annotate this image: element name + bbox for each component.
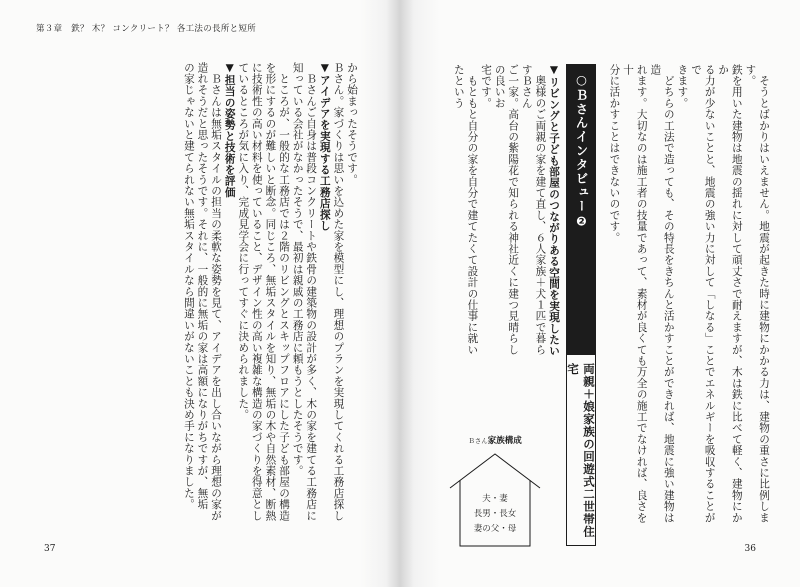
text-line: 知っている会社がなかったそうで、最初は親戚の工務店に頼もうとしたそうです。 bbox=[291, 62, 304, 477]
text-line: ところが、一般的な工務店では２階のリビングとスキップフロアにした子ども部屋の構造 bbox=[278, 62, 291, 522]
text-line: ▼担当の姿勢と技術を評価 bbox=[223, 62, 236, 198]
text-line: を形にするのが難しいと断念。同じころ、無垢スタイルを知り、無垢の木や自然素材、断熱 bbox=[264, 62, 277, 522]
text-line: そうとばかりはいえません。地震が起きた時に建物にかかる力は、建物の重さに比例します。 bbox=[744, 64, 770, 524]
text-line: Ｂさんご自身は普段コンクリートや鉄骨の建築物の設計が多く、木の家を建てる工務店に bbox=[305, 62, 318, 522]
text-line: れます。大切なのは施工者の技量であって、素材が良くても万全の施工でなければ、良さを十 bbox=[622, 64, 648, 524]
text-line: ているところが気に入り、完成見学会に行ってすぐに決められました。 bbox=[237, 62, 250, 421]
text-line: きます。 bbox=[676, 64, 689, 109]
text-line: 造れそうだと思ったそうです。それに、一般的に無垢の家は高額になりがちですが、無垢 bbox=[196, 62, 209, 510]
text-line: ▼アイデアを実現する工務店探し bbox=[318, 62, 331, 232]
family-member: 夫・妻 bbox=[482, 494, 508, 504]
running-head: 第３章 鉄？ 木？ コンクリート？ 各工法の長所と短所 bbox=[36, 24, 257, 34]
text-line: 奥様のご両親の家を建て直し、６人家族＋犬１匹で暮らすＢさん bbox=[520, 64, 547, 356]
text-line: ご一家。高台の紫陽花で知られる神社近くに建つ見晴らしの良いお bbox=[493, 64, 520, 356]
family-chart-title-main: 家族構成 bbox=[487, 436, 522, 446]
text-line: る力が少ないことと、地震の強い力に対して「しなる」ことでエネルギーを吸収することがで bbox=[690, 64, 716, 524]
family-chart-title bbox=[446, 434, 544, 446]
text-line: に技術性の高い材料を使っていること、デザイン性の高い複雑な構造の家づくりを得意とし bbox=[250, 62, 263, 522]
text-line: 分に活かすことはできないのです。 bbox=[608, 64, 621, 244]
interview-story-text bbox=[418, 64, 560, 364]
text-line: ▼リビングと子ども部屋のつながりある空間を実現したい bbox=[548, 64, 560, 357]
left-body-text bbox=[40, 62, 358, 532]
text-line: の家じゃないと建てられない無垢スタイルなら間違いがないことも決め手になりました。 bbox=[182, 62, 195, 510]
text-line: もともと自分の家を自分で建てたくて設計の仕事に就いたという bbox=[452, 64, 479, 356]
family-members bbox=[446, 492, 544, 537]
text-line: Ｂさんは無垢スタイルの担当の柔軟な姿勢を見て、アイデアを出し合いながら理想の家が bbox=[210, 62, 223, 522]
family-chart-title-prefix: Ｂさん bbox=[468, 437, 488, 445]
page-number-right: 36 bbox=[744, 544, 756, 554]
text-line: Ｂさん。家づくりは思いを込めた家を模型にし、理想のプランを実現してくれる工務店探し bbox=[332, 62, 345, 522]
text-line: どちらの工法で造っても、その特長をきちんと活かすことができれば、地震に強い建物は造 bbox=[649, 64, 675, 524]
page-number-left: 37 bbox=[44, 544, 56, 554]
text-line: 鉄を用いた建物は地震の揺れに対して頑丈さで耐えますが、木は鉄に比べて軽く、建物にかか bbox=[717, 64, 743, 524]
right-body-text bbox=[608, 64, 770, 534]
family-member: 妻の父・母 bbox=[473, 524, 517, 534]
interview-subtitle: 両親＋娘家族の回遊式二世帯住宅 bbox=[566, 354, 596, 546]
family-member: 長男・長女 bbox=[473, 509, 517, 519]
text-line: から始まったそうです。 bbox=[346, 62, 358, 186]
interview-title-bar: ○Ｂさんインタビュー❷ bbox=[566, 64, 596, 354]
family-chart bbox=[446, 434, 544, 548]
text-line: 宅です。 bbox=[480, 64, 493, 109]
